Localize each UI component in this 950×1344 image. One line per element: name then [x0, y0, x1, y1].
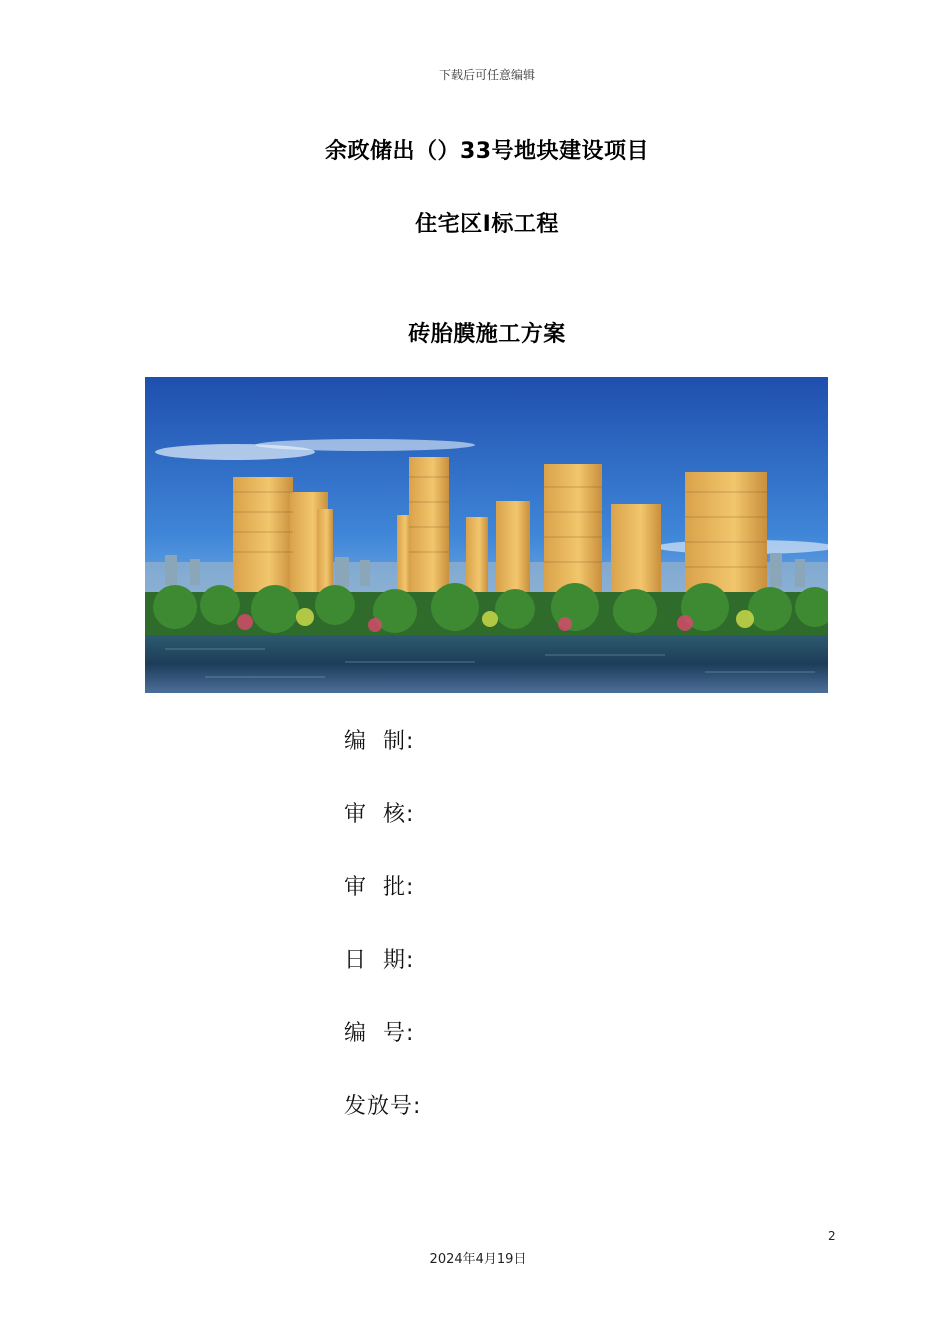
field-label: 审 批:	[344, 875, 415, 900]
field-approved-by	[344, 870, 414, 901]
field-label: 编 制:	[344, 729, 415, 754]
field-date	[344, 943, 414, 974]
header-note: 下载后可任意编辑	[438, 68, 535, 82]
field-issue-number	[344, 1089, 421, 1120]
field-compiled-by	[344, 724, 414, 755]
project-subtitle: 住宅区Ⅰ标工程	[415, 212, 559, 237]
footer-date: 2024年4月19日	[429, 1252, 527, 1267]
project-title: 余政储出（）33号地块建设项目	[324, 139, 650, 164]
document-title: 砖胎膜施工方案	[408, 322, 566, 347]
field-number	[344, 1016, 414, 1047]
field-reviewed-by	[344, 797, 414, 828]
field-label: 审 核:	[344, 802, 415, 827]
field-label: 编 号:	[344, 1021, 415, 1046]
field-label: 日 期:	[344, 948, 415, 973]
project-rendering-image	[145, 377, 828, 693]
field-label: 发放号:	[344, 1094, 422, 1119]
page-number: 2	[828, 1229, 836, 1243]
